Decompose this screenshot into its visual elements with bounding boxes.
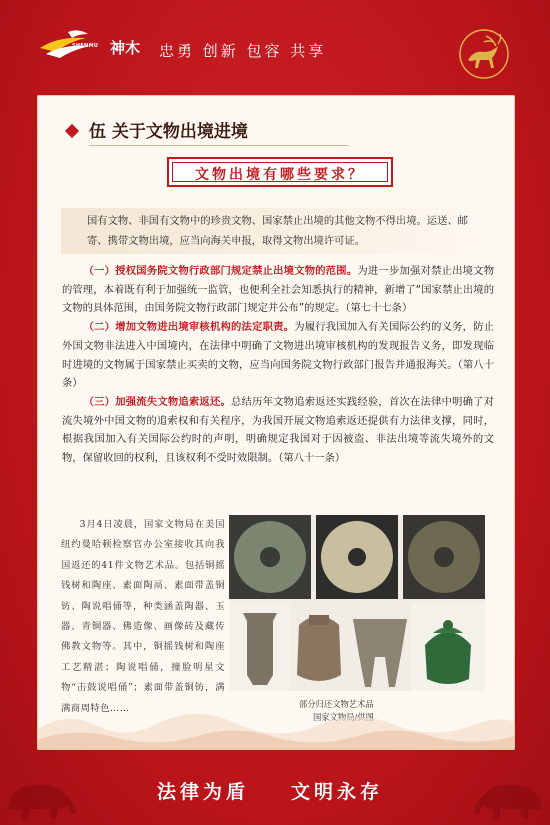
intro-text: 国有文物、非国有文物中的珍贵文物、国家禁止出境的其他文物不得出境。运送、邮寄、携带文物出境，应当向海关申报，取得文物出境许可证。 [87,215,468,247]
footer-right-slogan: 文明永存 [291,781,384,803]
left-elephant-ornament-icon [0,765,90,825]
logo-english-text: SHENMU [72,43,99,49]
question-banner [167,157,393,187]
paragraph-2 [62,318,494,393]
golden-deer-emblem-icon [458,28,510,80]
question-banner-text: 文物出境有哪些要求？ [195,167,365,183]
paragraph-3-text: 总结历年文物追索返还实践经验，首次在法律中明确了对流失境外中国文物的追索权和有关程序，为我国开展文物追索返还提供有力法律支撑，同时，根据我国加入有关国际公约时的声明，明确规定我国对于因被盗、非法出境等流失境外的文物，保留收回的权利，且该权利不受时效限制。（第八十一条） [62,395,495,465]
content-panel [37,95,515,750]
paragraph-2-text: 为履行我国加入有关国际公约的义务，防止外国文物非法进入中国境内，在法律中明确了文物进出境审核机构的发现报告义务，即发现临时进境的文物属于国家禁止买卖的文物，应当向国务院文物行政部门报告并通报海关。（第八十条） [62,321,495,390]
news-caption: 3月4日凌晨，国家文物局在美国纽约曼哈顿检察官办公室接收其向我国返还的41件文物艺术品。包括铜摇钱树和陶座、素面陶鬲、素面带盖铜钫、陶说唱俑等，种类涵盖陶器、玉器、青铜器、佛造像、画像砖及藏传佛教文物等。其中，铜摇钱树和陶座工艺精湛；陶说唱俑，撞脸明星文物“击鼓说唱俑”；素面带盖铜钫，满满商周特色…… [61,519,225,714]
artifact-photos [229,515,485,691]
right-elephant-ornament-icon [460,765,550,825]
title-underline [89,145,349,146]
section-title: 伍 关于文物出境进境 [89,122,248,142]
photo-caption: 部分归还文物艺术品 [299,699,374,709]
header [0,0,550,90]
bottom-cloud-decoration [37,690,515,750]
logo-chinese-text: 神木 [110,39,141,57]
article-body [62,262,494,468]
paragraph-1-text: 为进一步加强对禁止出境文物的管理，本着既有利于加强统一监管，也便利全社会知悉执行的精神，新增了“国家禁止出境的文物的具体范围，由国务院文物行政部门规定并公布”的规定。（第七十七条） [62,265,495,315]
header-slogan: 忠勇 创新 包容 共享 [159,42,327,60]
footer-left-slogan: 法律为盾 [157,781,250,803]
paragraph-1-heading: （一）授权国务院文物行政部门规定禁止出境文物的范围。 [83,265,358,277]
footer [0,765,550,825]
photo-credit: 国家文物局/供图 [313,712,374,722]
paragraph-3 [62,393,494,468]
paragraph-3-heading: （三）加强流失文物追索返还。 [83,395,232,408]
intro-box [61,208,487,254]
paragraph-2-heading: （二）增加文物进出境审核机构的法定职责。 [83,321,295,334]
section-diamond-icon [65,124,79,138]
paragraph-1 [62,262,494,318]
